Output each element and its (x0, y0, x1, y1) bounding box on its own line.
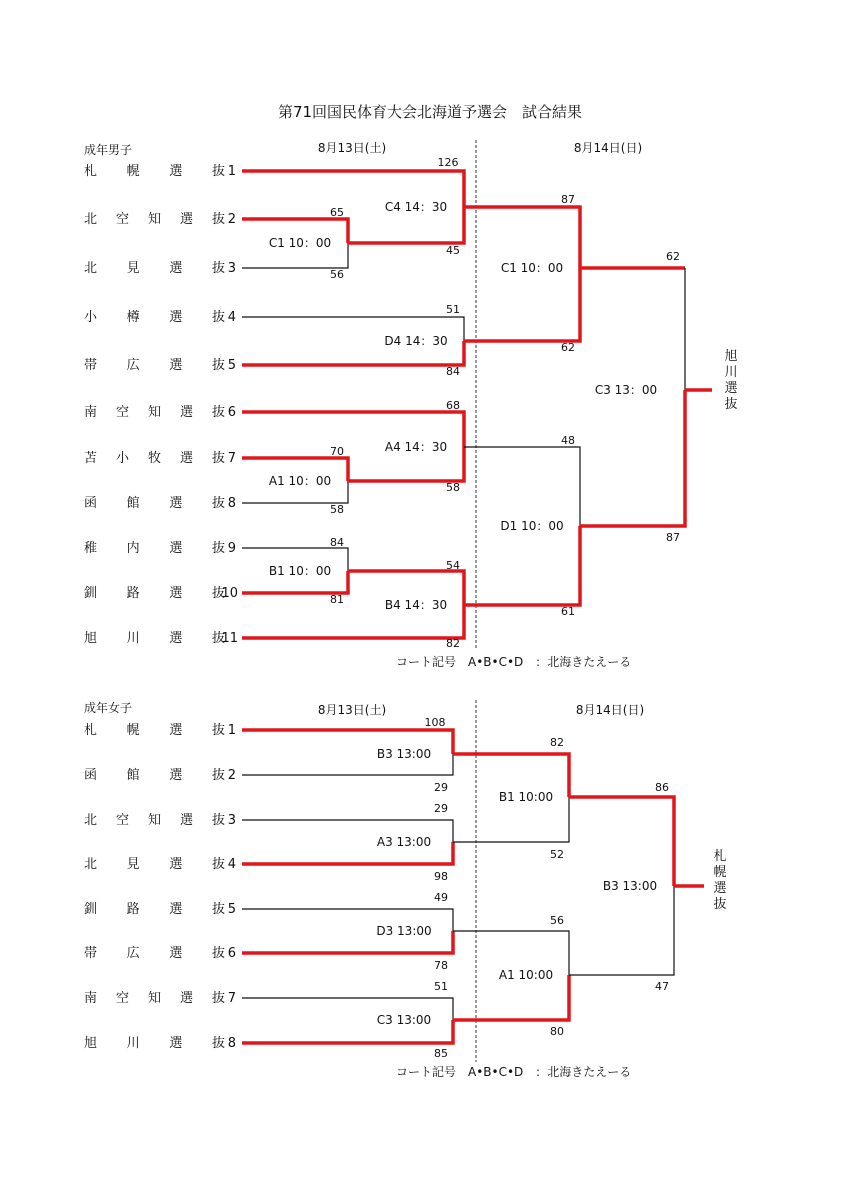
team-seed: 3 (227, 261, 236, 276)
bracket-line (580, 390, 685, 526)
score-bottom: 58 (330, 503, 344, 516)
match-label: C4 14：30 (384, 200, 448, 214)
team-name: 北 空 知 選 抜 (84, 212, 226, 227)
team-seed: 2 (227, 768, 236, 783)
women-team-4 (84, 856, 236, 872)
score-top: 86 (655, 781, 669, 794)
score-top: 87 (561, 193, 575, 206)
women-team-7 (84, 990, 236, 1006)
score-top: 126 (437, 156, 459, 169)
men-champion: 旭川選抜 (724, 349, 738, 412)
score-bottom: 45 (446, 244, 460, 257)
team-name: 帯 広 選 抜 (84, 358, 226, 373)
men-match-b1 (269, 536, 344, 606)
score-bottom: 52 (550, 848, 564, 861)
women-team-5 (84, 901, 236, 917)
women-team-8 (84, 1035, 236, 1051)
team-seed: 8 (227, 1036, 236, 1051)
men-match-day2-d1 (500, 434, 575, 618)
men-team-9 (84, 540, 236, 556)
men-match-a1 (269, 445, 344, 516)
team-name: 苫 小 牧 選 抜 (84, 451, 226, 466)
team-name: 小 樽 選 抜 (84, 310, 226, 325)
team-seed: 4 (227, 857, 236, 872)
match-label: B4 14：30 (384, 598, 448, 612)
team-seed: 7 (227, 991, 236, 1006)
match-label: D4 14：30 (384, 334, 448, 348)
men-team-7 (84, 450, 236, 466)
score-top: 65 (330, 206, 344, 219)
match-label: D3 13:00 (376, 924, 432, 938)
women-champion: 札幌選抜 (713, 849, 727, 912)
score-top: 84 (330, 536, 344, 549)
score-top: 54 (446, 559, 460, 572)
team-seed: 5 (227, 358, 236, 373)
men-team-6 (84, 404, 236, 420)
score-top: 51 (446, 303, 460, 316)
team-name: 北 空 知 選 抜 (84, 813, 226, 828)
team-seed: 11 (221, 631, 238, 646)
team-seed: 9 (227, 541, 236, 556)
match-label: A3 13:00 (376, 835, 432, 849)
women-team-3 (84, 812, 236, 828)
match-label: A4 14：30 (384, 440, 448, 454)
team-seed: 4 (227, 310, 236, 325)
score-bottom: 62 (561, 341, 575, 354)
team-name: 帯 広 選 抜 (84, 946, 226, 961)
men-match-day2-c1 (501, 193, 575, 354)
men-team-3 (84, 260, 236, 276)
page-title: 第71回国民体育大会北海道予選会 試合結果 (277, 103, 583, 121)
score-bottom: 61 (561, 605, 575, 618)
team-seed: 10 (221, 586, 238, 601)
team-seed: 6 (227, 405, 236, 420)
women-team-list (84, 722, 236, 1051)
women-team-2 (84, 767, 236, 783)
score-bottom: 85 (434, 1047, 448, 1060)
team-seed: 2 (227, 212, 236, 227)
match-label: C3 13：00 (594, 383, 658, 397)
women-match-a3 (377, 802, 448, 883)
bracket-line (464, 447, 580, 526)
match-label: C1 10：00 (268, 236, 332, 250)
match-label: B3 13:00 (376, 747, 432, 761)
score-bottom: 87 (666, 531, 680, 544)
score-bottom: 78 (434, 959, 448, 972)
score-bottom: 81 (330, 593, 344, 606)
score-bottom: 98 (434, 870, 448, 883)
team-name: 函 館 選 抜 (84, 496, 226, 511)
team-name: 稚 内 選 抜 (84, 541, 226, 556)
score-top: 68 (446, 399, 460, 412)
score-top: 82 (550, 736, 564, 749)
score-bottom: 56 (330, 268, 344, 281)
match-label: B1 10：00 (268, 564, 332, 578)
women-team-6 (84, 945, 236, 961)
team-seed: 1 (227, 164, 236, 179)
men-day2-label: 8月14日(日) (573, 141, 643, 155)
score-bottom: 29 (434, 781, 448, 794)
team-name: 北 見 選 抜 (84, 857, 226, 872)
women-court-note: コート記号 A•B•C•D ：北海きたえーる (396, 1065, 632, 1079)
bracket-line (569, 797, 674, 886)
team-seed: 5 (227, 902, 236, 917)
women-section-label: 成年女子 (84, 701, 133, 715)
team-name: 北 見 選 抜 (84, 261, 226, 276)
women-match-c3 (377, 980, 448, 1060)
match-label: C1 10：00 (500, 261, 564, 275)
match-label: B1 10:00 (498, 790, 554, 804)
match-label: B3 13:00 (602, 879, 658, 893)
women-match-d3 (376, 891, 448, 972)
score-top: 51 (434, 980, 448, 993)
team-name: 南 空 知 選 抜 (84, 405, 226, 420)
men-day1-label: 8月13日(土) (317, 141, 387, 155)
score-top: 29 (434, 802, 448, 815)
men-team-11 (84, 630, 238, 646)
women-bracket (84, 700, 727, 1079)
team-seed: 8 (227, 496, 236, 511)
men-team-8 (84, 495, 236, 511)
women-team-1 (84, 722, 236, 738)
score-top: 108 (424, 716, 446, 729)
men-section-label: 成年男子 (84, 143, 133, 157)
score-bottom: 82 (446, 637, 460, 650)
men-team-5 (84, 357, 236, 373)
bracket-line (464, 526, 580, 605)
team-seed: 6 (227, 946, 236, 961)
women-day2-label: 8月14日(日) (575, 703, 645, 717)
score-top: 62 (666, 250, 680, 263)
men-team-list (84, 163, 238, 646)
men-team-2 (84, 211, 236, 227)
score-top: 49 (434, 891, 448, 904)
match-label: A1 10：00 (268, 474, 332, 488)
team-seed: 7 (227, 451, 236, 466)
team-name: 旭 川 選 抜 (84, 1036, 226, 1051)
bracket-line (464, 268, 580, 341)
men-team-4 (84, 309, 236, 325)
women-match-b3 (377, 716, 448, 794)
bracket-line (464, 207, 580, 268)
men-court-note: コート記号 A•B•C•D ：北海きたえーる (396, 655, 632, 669)
team-seed: 3 (227, 813, 236, 828)
score-bottom: 84 (446, 365, 460, 378)
score-top: 56 (550, 914, 564, 927)
men-team-1 (84, 163, 236, 179)
score-bottom: 80 (550, 1025, 564, 1038)
score-top: 48 (561, 434, 575, 447)
team-name: 函 館 選 抜 (84, 768, 226, 783)
men-match-final (595, 250, 680, 544)
team-name: 札 幌 選 抜 (84, 723, 226, 738)
match-label: D1 10：00 (500, 519, 564, 533)
team-name: 札 幌 選 抜 (84, 164, 226, 179)
score-bottom: 58 (446, 481, 460, 494)
bracket-line (569, 886, 674, 975)
men-team-10 (84, 585, 238, 601)
score-bottom: 47 (655, 980, 669, 993)
women-match-final (603, 781, 669, 993)
score-top: 70 (330, 445, 344, 458)
team-seed: 1 (227, 723, 236, 738)
men-bracket (84, 140, 738, 669)
team-name: 釧 路 選 抜 (84, 902, 226, 917)
team-name: 旭 川 選 抜 (84, 631, 226, 646)
women-day1-label: 8月13日(土) (317, 703, 387, 717)
team-name: 釧 路 選 抜 (84, 586, 226, 601)
match-label: C3 13:00 (376, 1013, 432, 1027)
team-name: 南 空 知 選 抜 (84, 991, 226, 1006)
match-label: A1 10:00 (498, 968, 554, 982)
